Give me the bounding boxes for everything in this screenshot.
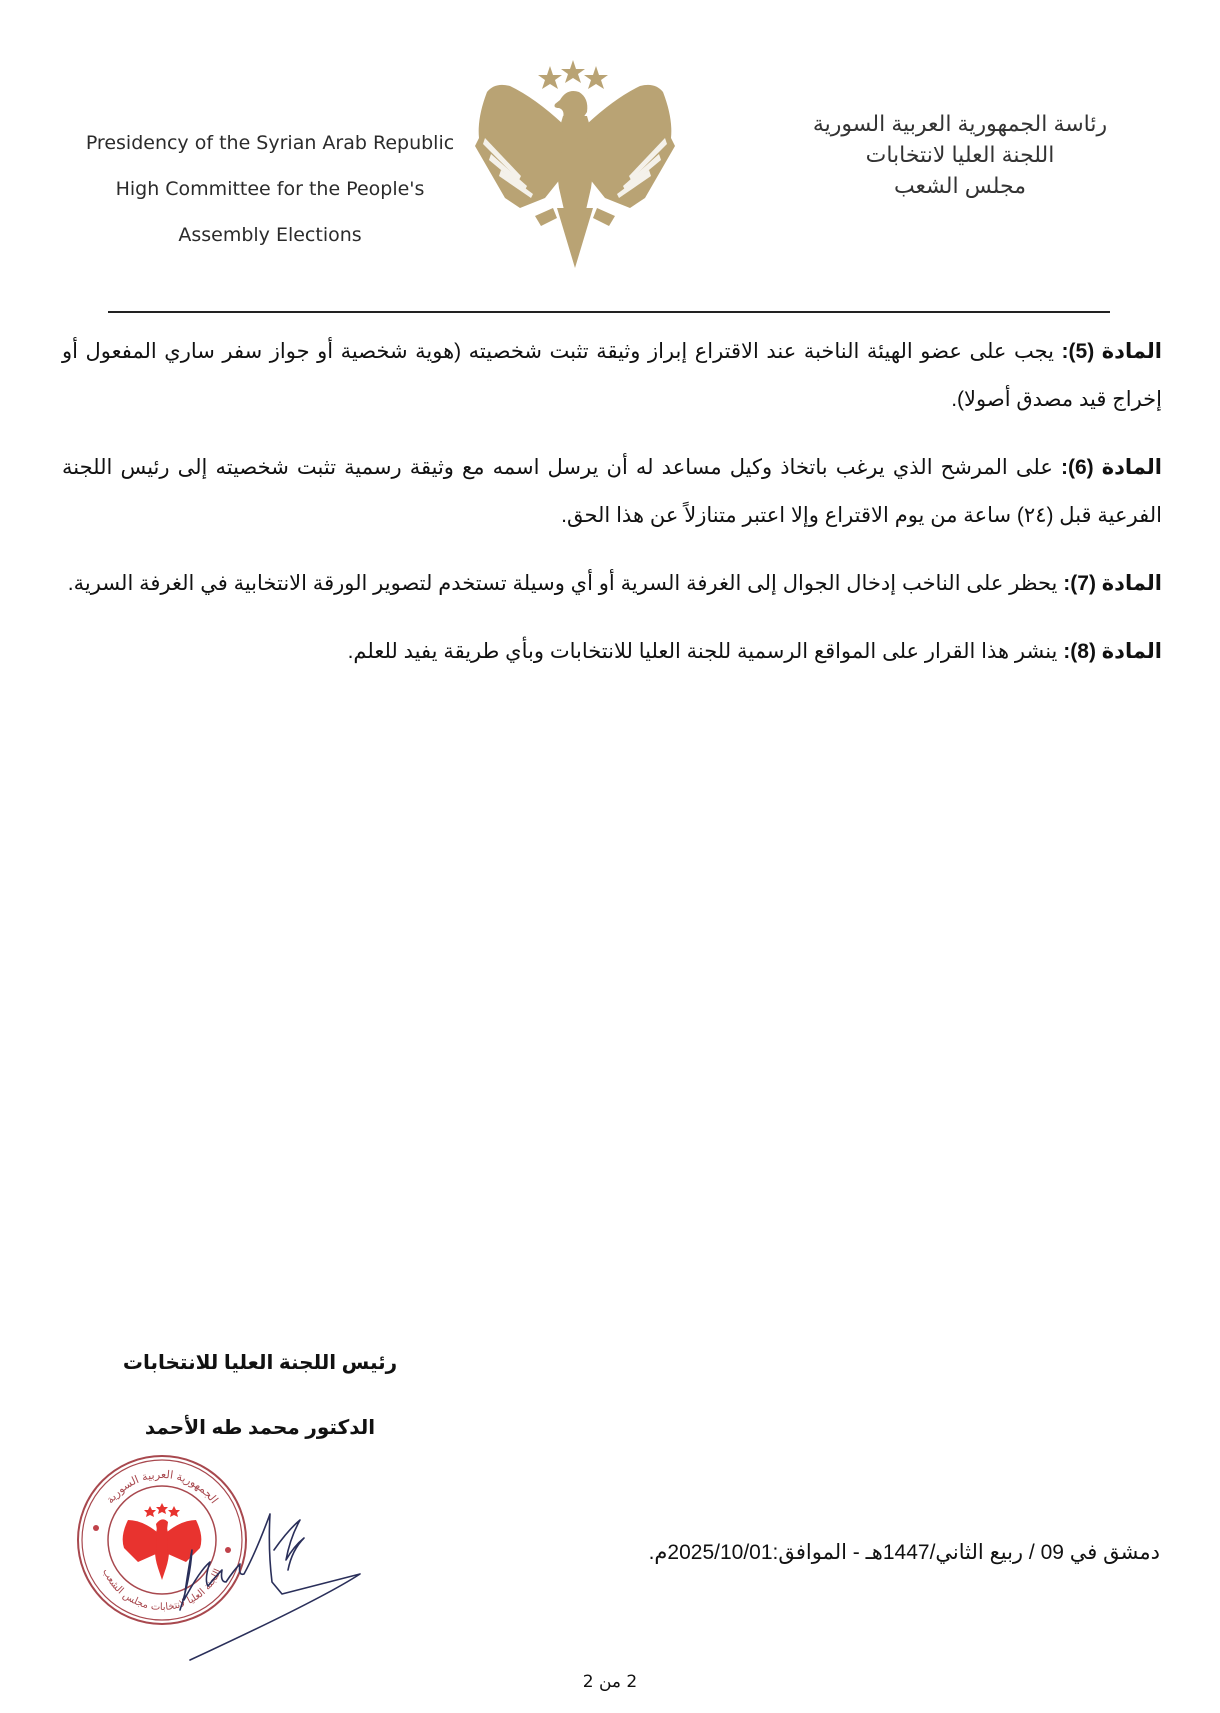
article-7 bbox=[62, 560, 1162, 608]
signatory-name: الدكتور محمد طه الأحمد bbox=[144, 1417, 376, 1439]
article-text: ينشر هذا القرار على المواقع الرسمية للجنة العليا للانتخابات وبأي طريقة يفيد للعلم. bbox=[347, 640, 1058, 663]
article-text: يجب على عضو الهيئة الناخبة عند الاقتراع إبراز وثيقة تثبت شخصيته (هوية شخصية أو جواز سفر ساري المفعول أو إخراج قيد مصدق أصولا). bbox=[62, 340, 1162, 411]
date-line: دمشق في 09 / ربيع الثاني/1447هـ - الموافق:2025/10/01م. bbox=[648, 1541, 1160, 1564]
article-5 bbox=[62, 328, 1162, 424]
article-label: المادة (6): bbox=[1060, 456, 1162, 479]
article-text: يحظر على الناخب إدخال الجوال إلى الغرفة السرية أو أي وسيلة تستخدم لتصوير الورقة الانتخابية في الغرفة السرية. bbox=[67, 572, 1058, 595]
header-divider bbox=[108, 311, 1110, 313]
header-english bbox=[60, 120, 480, 258]
document-body bbox=[62, 328, 1162, 696]
stamp-text-top: الجمهورية العربية السورية bbox=[103, 1467, 221, 1507]
article-8 bbox=[62, 628, 1162, 676]
article-label: المادة (7): bbox=[1063, 572, 1162, 595]
star-icon bbox=[561, 60, 585, 83]
header-arabic bbox=[790, 108, 1130, 201]
handwritten-signature-icon bbox=[170, 1490, 440, 1670]
header-english-line-3: Assembly Elections bbox=[178, 224, 362, 246]
article-label: المادة (5): bbox=[1061, 340, 1162, 363]
eagle-emblem-icon bbox=[475, 58, 765, 283]
header-arabic-line-1: رئاسة الجمهورية العربية السورية bbox=[812, 111, 1108, 136]
header-english-line-1: Presidency of the Syrian Arab Republic bbox=[85, 132, 455, 154]
star-icon bbox=[584, 66, 608, 89]
header-english-line-2: High Committee for the People's bbox=[115, 178, 425, 200]
article-6 bbox=[62, 444, 1162, 540]
signatory-title: رئيس اللجنة العليا للانتخابات bbox=[122, 1352, 398, 1374]
page-number: 2 من 2 bbox=[582, 1672, 638, 1692]
header-arabic-line-2: اللجنة العليا لانتخابات bbox=[865, 142, 1055, 167]
header-arabic-line-3: مجلس الشعب bbox=[893, 173, 1027, 198]
stamp-text-bottom: اللجنة العليا لانتخابات مجلس الشعب bbox=[100, 1566, 224, 1614]
article-label: المادة (8): bbox=[1063, 640, 1162, 663]
article-text: على المرشح الذي يرغب باتخاذ وكيل مساعد له أن يرسل اسمه مع وثيقة رسمية تثبت شخصيته إلى رئيس اللجنة الفرعية قبل (٢٤) ساعة من يوم الاقتراع وإلا اعتبر متنازلاً عن هذا الحق. bbox=[62, 456, 1162, 527]
star-icon bbox=[538, 66, 562, 89]
